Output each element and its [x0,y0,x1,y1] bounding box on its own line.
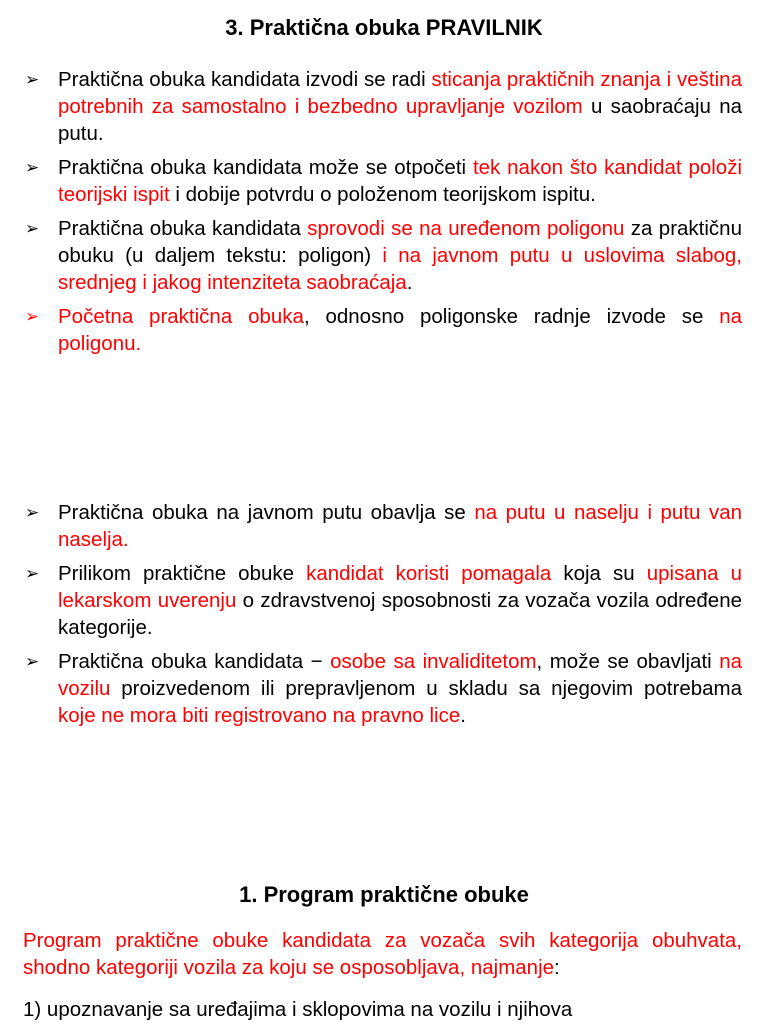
highlighted-text: sprovodi se na uređenom poligonu [307,217,625,240]
bullet-item [25,154,742,208]
bullet-item [25,66,742,147]
bullet-list-rules-1 [25,66,742,364]
arrow-bullet-icon: ➢ [25,219,40,238]
section-heading-program: 1. Program praktične obuke [239,882,529,907]
arrow-bullet-icon: ➢ [25,307,40,326]
bullet-text [58,68,742,145]
arrow-bullet-icon: ➢ [25,70,40,89]
plain-text: i dobije potvrdu o položenom teorijskom ispitu. [169,183,596,206]
plain-text: koja su [551,562,647,585]
program-intro-paragraph [23,927,742,981]
highlighted-text: tek nakon što kandidat položi teorijski ispit [58,156,743,206]
plain-text: . [406,271,413,294]
highlighted-text: osobe sa invaliditetom [330,650,537,673]
highlighted-text: na putu u naselju i putu van naselja. [58,501,742,551]
plain-text: za praktičnu obuku (u daljem tekstu: poligon) [58,217,742,267]
bullet-text [58,501,742,551]
bullet-item [25,648,742,729]
bullet-text [58,650,742,727]
plain-text: o zdravstvenoj sposobnosti za vozača vozila određene kategorije. [58,589,742,639]
plain-text: : [554,956,560,979]
highlighted-text: i na javnom putu u uslovima slabog, srednjeg i jakog intenziteta saobraćaja [58,244,742,294]
plain-text: proizvedenom ili prepravljenom u skladu sa njegovim potrebama [110,677,742,700]
highlighted-text: kandidat koristi pomagala [306,562,552,585]
bullet-item [25,303,742,357]
bullet-item [25,499,742,553]
highlighted-text: Početna praktična obuka [58,305,304,328]
plain-text: . [460,704,466,727]
plain-text: , može se obavljati [536,650,720,673]
highlighted-text: Program praktične obuke kandidata za vozača svih kategorija obuhvata, shodno kategoriji vozila za koju se osposobljava, najmanje [23,929,742,979]
bullet-text [58,156,742,206]
arrow-bullet-icon: ➢ [25,503,40,522]
bullet-text [58,305,742,355]
plain-text: , odnosno poligonske radnje izvode se [303,305,720,328]
plain-text: Praktična obuka na javnom putu obavlja se [58,501,475,524]
bullet-text [58,562,742,639]
bullet-item [25,560,742,641]
arrow-bullet-icon: ➢ [25,652,40,671]
highlighted-text: sticanja praktičnih znanja i veština potrebnih za samostalno i bezbedno upravljanje vozilom [58,68,742,118]
arrow-bullet-icon: ➢ [25,158,40,177]
program-item-1: 1) upoznavanje sa uređajima i sklopovima na vozilu i njihova [23,998,573,1021]
plain-text: Prilikom praktične obuke [58,562,307,585]
plain-text: Praktična obuka kandidata izvodi se radi [58,68,432,91]
plain-text: Praktična obuka kandidata može se otpočeti [58,156,473,179]
highlighted-text: na poligonu. [58,305,743,355]
highlighted-text: upisana u lekarskom uverenju [58,562,742,612]
section-heading-practical-training: 3. Praktična obuka PRAVILNIK [225,15,543,40]
plain-text: u saobraćaju na putu. [58,95,743,145]
plain-text: Praktična obuka kandidata − [58,650,331,673]
highlighted-text: na vozilu [58,650,742,700]
bullet-list-rules-2 [25,499,742,736]
plain-text: Praktična obuka kandidata [58,217,308,240]
bullet-item [25,215,742,296]
arrow-bullet-icon: ➢ [25,564,40,583]
highlighted-text: koje ne mora biti registrovano na pravno lice [58,704,461,727]
bullet-text [58,217,742,294]
